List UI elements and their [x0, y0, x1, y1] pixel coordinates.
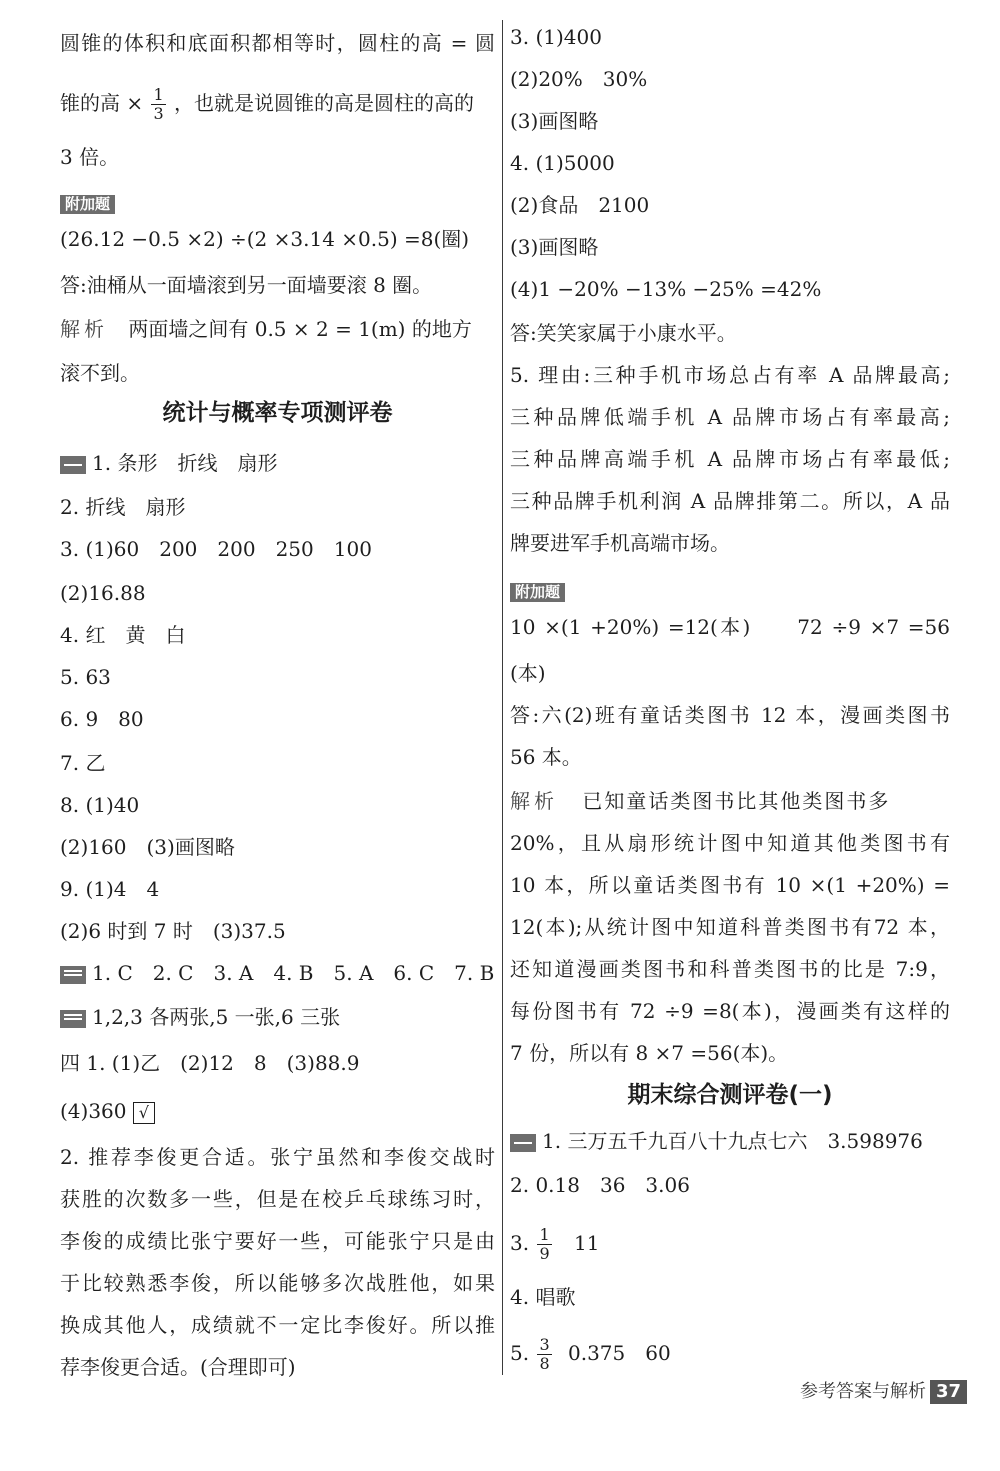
reason-line: 牌要进军手机高端市场。 [510, 531, 730, 555]
analysis-label: 解析 [60, 317, 108, 341]
answer-line [60, 1004, 340, 1030]
reason-line: 荐李俊更合适。(合理即可) [60, 1355, 296, 1379]
section-one-marker [510, 1134, 536, 1152]
analysis-line: 还知道漫画类图书和科普类图书的比是 7:9， [510, 957, 950, 981]
answer-line [510, 1226, 599, 1263]
answer-line: 4. 红 黄 白 [60, 623, 186, 647]
answer-line: (2)16.88 [60, 581, 146, 605]
section-title: 统计与概率专项测评卷 [162, 400, 393, 426]
formula-line: (本) [510, 661, 546, 685]
text-line [60, 86, 474, 123]
formula-line: 10 ×(1 +20%) =12(本) 72 ÷9 ×7 =56 [510, 615, 950, 639]
section-one-marker [60, 456, 86, 474]
reason-line: 于比较熟悉李俊，所以能够多次战胜他，如果 [60, 1271, 495, 1295]
reason-line: 三种品牌高端手机 A 品牌市场占有率最低; [510, 447, 950, 471]
text-span: ，也就是说圆锥的高是圆柱的高的 [174, 91, 475, 115]
text-span: (4)360 [60, 1099, 127, 1123]
answer-line: 2. 0.18 36 3.06 [510, 1173, 690, 1197]
analysis-line: 20%，且从扇形统计图中知道其他类图书有 [510, 831, 950, 855]
reason-line: 三种品牌手机利润 A 品牌排第二。所以，A 品 [510, 489, 950, 513]
reason-line: 2. 推荐李俊更合适。张宁虽然和李俊交战时 [60, 1145, 495, 1169]
answer-line: 9. (1)4 4 [60, 877, 160, 901]
analysis-line [510, 788, 890, 814]
answer-line [60, 1098, 155, 1124]
page-number: 37 [930, 1380, 967, 1404]
answer-line: 5. 63 [60, 665, 111, 689]
answer-line: 3. (1)60 200 200 250 100 [60, 537, 372, 561]
answer-line: 56 本。 [510, 745, 582, 769]
column-divider [502, 20, 503, 1375]
extra-question-tag: 附加题 [510, 583, 565, 602]
analysis-label: 解析 [510, 789, 558, 813]
fraction [151, 86, 165, 123]
numerator: 3 [539, 1335, 550, 1354]
denominator: 9 [539, 1244, 550, 1263]
text-span: 11 [574, 1231, 600, 1255]
text-span: 1. 条形 折线 扇形 [92, 451, 278, 475]
extra-question-tag: 附加题 [60, 195, 115, 214]
analysis-line: 7 份，所以有 8 ×7 =56(本)。 [510, 1041, 789, 1065]
answer-line: (3)画图略 [510, 109, 599, 133]
answer-line: 6. 9 80 [60, 707, 144, 731]
text-line: 圆锥的体积和底面积都相等时，圆柱的高 = 圆 [60, 31, 495, 55]
text-span: 1. C 2. C 3. A 4. B 5. A 6. C 7. B [92, 961, 495, 985]
section-three-marker [60, 1010, 86, 1028]
answer-line [60, 960, 494, 986]
answer-line [60, 450, 277, 476]
check-mark-box: √ [133, 1102, 155, 1124]
footer-label: 参考答案与解析 [800, 1381, 926, 1402]
page-footer [800, 1380, 967, 1404]
analysis-line: 每份图书有 72 ÷9 =8(本)，漫画类有这样的 [510, 999, 950, 1023]
analysis-line: 12(本);从统计图中知道科普类图书有72 本， [510, 915, 950, 939]
reason-line: 李俊的成绩比张宁要好一些，可能张宁只是由 [60, 1229, 495, 1253]
answer-line: 3. (1)400 [510, 25, 602, 49]
answer-line: 答:油桶从一面墙滚到另一面墙要滚 8 圈。 [60, 273, 433, 297]
text-span: 5. [510, 1341, 530, 1365]
formula-line: (26.12 −0.5 ×2) ÷(2 ×3.14 ×0.5) =8(圈) [60, 227, 470, 251]
answer-line: 答:笑笑家属于小康水平。 [510, 321, 737, 345]
answer-line: (2)6 时到 7 时 (3)37.5 [60, 919, 286, 943]
answer-line: 7. 乙 [60, 751, 106, 775]
text-span: 1. 三万五千九百八十九点七六 3.598976 [542, 1129, 923, 1153]
answer-line [510, 1128, 923, 1154]
answer-line: (3)画图略 [510, 235, 599, 259]
analysis-line [60, 316, 472, 342]
reason-line: 5. 理由:三种手机市场总占有率 A 品牌最高; [510, 363, 950, 387]
answer-line [510, 1336, 671, 1373]
text-span: 1,2,3 各两张,5 一张,6 三张 [92, 1005, 341, 1029]
analysis-line: 滚不到。 [60, 361, 140, 385]
answer-line: 四 1. (1)乙 (2)12 8 (3)88.9 [60, 1051, 360, 1075]
extra-question-tag-line [60, 190, 115, 216]
denominator: 8 [539, 1354, 550, 1373]
reason-line: 三种品牌低端手机 A 品牌市场占有率最高; [510, 405, 950, 429]
answer-line: 4. 唱歌 [510, 1285, 576, 1309]
section-title: 期末综合测评卷(一) [627, 1082, 833, 1108]
analysis-text: 两面墙之间有 0.5 × 2 = 1(m) 的地方 [128, 317, 472, 341]
answer-line: (2)20% 30% [510, 67, 648, 91]
reason-line: 换成其他人，成绩就不一定比李俊好。所以推 [60, 1313, 495, 1337]
section-two-marker [60, 966, 86, 984]
text-span: 3. [510, 1231, 530, 1255]
text-span: 锥的高 × [60, 91, 144, 115]
answer-line: 答:六(2)班有童话类图书 12 本，漫画类图书 [510, 703, 950, 727]
text-span: 0.375 60 [568, 1341, 671, 1365]
denominator: 3 [153, 104, 164, 123]
reason-line: 获胜的次数多一些，但是在校乒乓球练习时， [60, 1187, 495, 1211]
analysis-text: 已知童话类图书比其他类图书多 [582, 789, 891, 813]
fraction [537, 1336, 551, 1373]
text-line: 3 倍。 [60, 145, 120, 169]
answer-line: 8. (1)40 [60, 793, 140, 817]
numerator: 1 [153, 85, 164, 104]
answer-line: (4)1 −20% −13% −25% =42% [510, 277, 822, 301]
numerator: 1 [539, 1225, 550, 1244]
extra-question-tag-line [510, 578, 565, 604]
answer-line: (2)160 (3)画图略 [60, 835, 235, 859]
fraction [537, 1226, 551, 1263]
analysis-line: 10 本，所以童话类图书有 10 ×(1 +20%) = [510, 873, 950, 897]
answer-line: (2)食品 2100 [510, 193, 650, 217]
answer-line: 2. 折线 扇形 [60, 495, 186, 519]
answer-line: 4. (1)5000 [510, 151, 615, 175]
